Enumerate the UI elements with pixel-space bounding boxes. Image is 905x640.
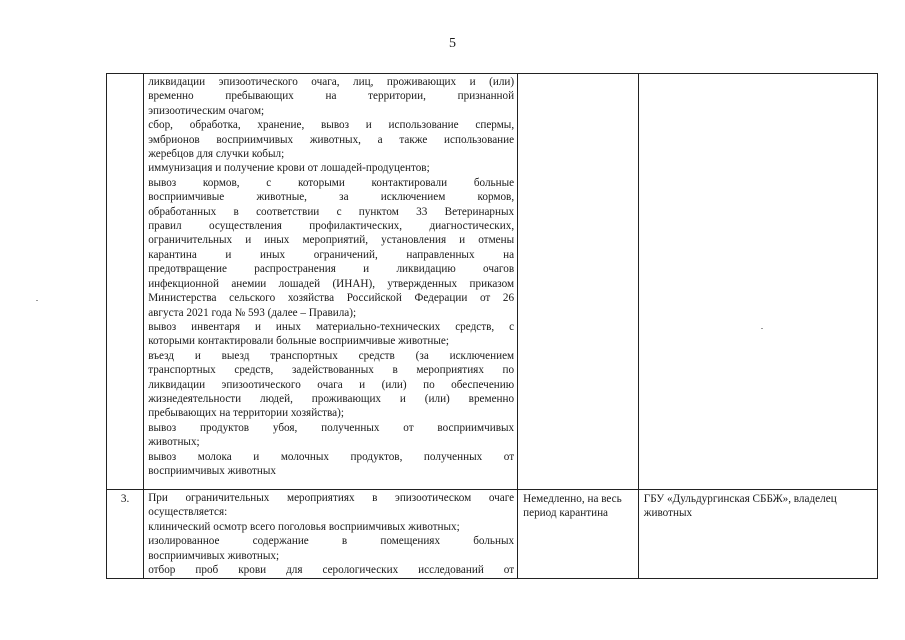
- scan-speck: [761, 328, 763, 329]
- text-line: эмбрионов восприимчивых животных, а также использование: [148, 133, 515, 146]
- row-number-cell: [107, 74, 144, 490]
- text-line: При ограничительных мероприятиях в эпизоотическом очаге: [148, 492, 515, 504]
- row-number-cell: 3.: [107, 490, 144, 579]
- text-line: изолированное содержание в помещениях больных: [148, 535, 515, 548]
- measures-table: [106, 73, 878, 579]
- text-line: жеребцов для случки кобыл;: [148, 148, 285, 161]
- text-line: иммунизация и получение крови от лошадей-продуцентов;: [148, 162, 430, 175]
- page-number: 5: [449, 36, 456, 51]
- measures-text-cell: [144, 74, 518, 490]
- scan-speck: [36, 300, 38, 301]
- text-line: предотвращение распространения и ликвидацию очагов: [148, 263, 515, 276]
- text-line: клинический осмотр всего поголовья восприимчивых животных;: [148, 520, 460, 533]
- text-line: Министерства сельского хозяйства Российской Федерации от 26: [148, 292, 515, 305]
- term-line: период карантина: [523, 507, 609, 520]
- responsible-cell: [638, 74, 877, 490]
- text-line: ликвидации эпизоотического очага, лиц, проживающих и (или): [148, 76, 515, 88]
- text-line: восприимчивых животных;: [148, 549, 280, 562]
- text-line: ликвидации эпизоотического очага и (или) по обеспечению: [148, 378, 515, 391]
- text-line: осуществляется:: [148, 506, 228, 519]
- text-line: ограничительных и иных мероприятий, установления и отмены: [148, 234, 515, 247]
- text-line: сбор, обработка, хранение, вывоз и использование спермы,: [148, 119, 515, 132]
- text-line: животных;: [148, 436, 200, 449]
- measures-text-cell: [144, 490, 518, 579]
- text-line: въезд и выезд транспортных средств (за исключением: [148, 349, 515, 362]
- term-cell: [518, 74, 639, 490]
- text-line: временно пребывающих на территории, признанной: [148, 90, 515, 103]
- term-cell: [518, 490, 639, 579]
- table-row: [107, 74, 878, 490]
- text-line: пребывающих на территории хозяйства);: [148, 407, 344, 420]
- text-line: которыми контактировали больные восприимчивые животные;: [148, 335, 449, 348]
- text-line: транспортных средств, задействованных в мероприятиях по: [148, 364, 515, 377]
- responsible-cell: [638, 490, 877, 579]
- text-line: вывоз молока и молочных продуктов, полученных от: [148, 450, 515, 463]
- text-line: эпизоотическим очагом;: [148, 104, 265, 117]
- text-line: карантина и иных ограничений, направленных на: [148, 248, 515, 261]
- text-line: инфекционной анемии лошадей (ИНАН), утвержденных приказом: [148, 277, 515, 290]
- text-line: вывоз кормов, с которыми контактировали больные: [148, 176, 515, 189]
- responsible-line: ГБУ «Дульдургинская СББЖ», владелец: [643, 493, 837, 505]
- text-line: отбор проб крови для серологических исследований от: [148, 564, 515, 577]
- table-row: [107, 490, 878, 579]
- text-line: восприимчивые животные, за исключением кормов,: [148, 191, 515, 204]
- text-line: восприимчивых животных: [148, 464, 277, 477]
- text-line: августа 2021 года № 593 (далее – Правила);: [148, 306, 357, 319]
- text-line: вывоз инвентаря и иных материально-технических средств, с: [148, 320, 515, 333]
- responsible-line: животных: [643, 507, 693, 520]
- text-line: правил осуществления профилактических, диагностических,: [148, 220, 515, 233]
- text-line: вывоз продуктов убоя, полученных от восприимчивых: [148, 421, 515, 434]
- text-line: обработанных в соответствии с пунктом 33 Ветеринарных: [148, 205, 515, 218]
- text-line: жизнедеятельности людей, проживающих и (или) временно: [148, 392, 515, 405]
- term-line: Немедленно, на весь: [523, 493, 622, 505]
